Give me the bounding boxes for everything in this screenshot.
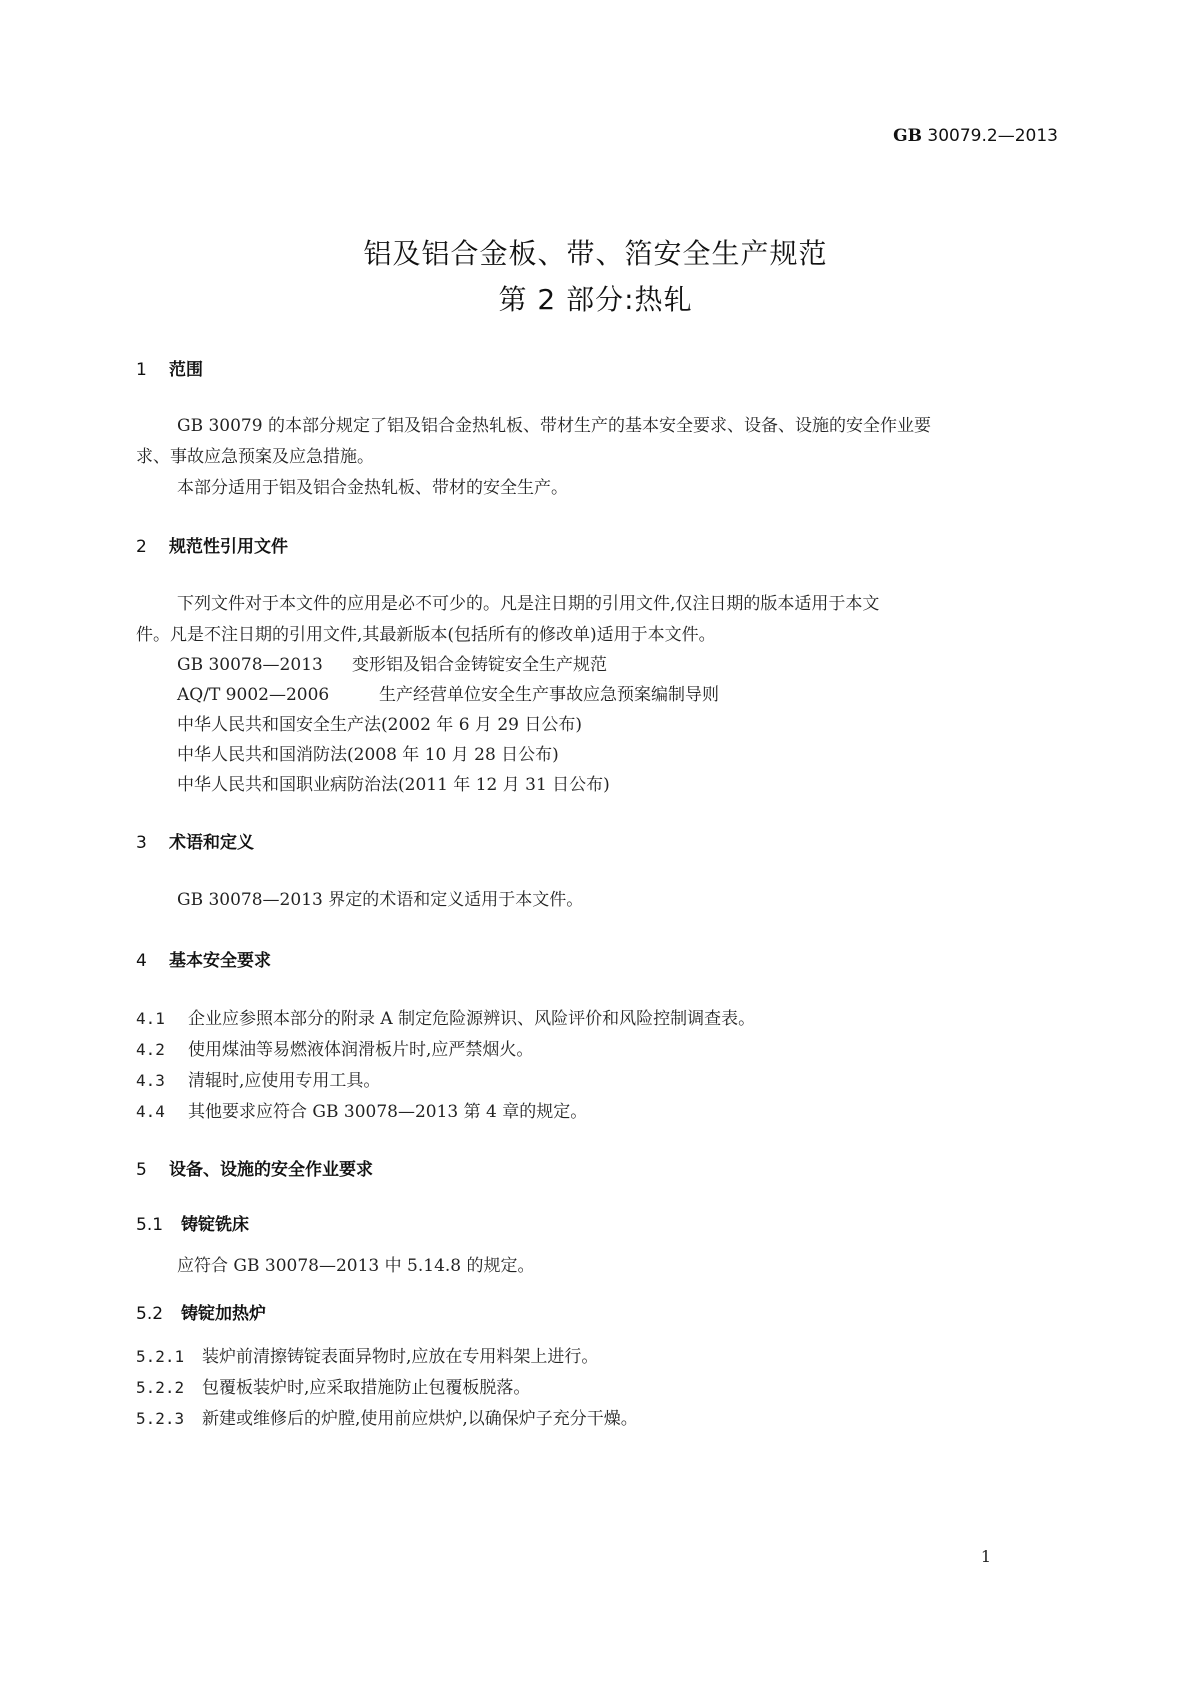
clause-number: 5.2.3 [136,1409,185,1428]
paragraph: GB 30078—2013 界定的术语和定义适用于本文件。 [177,890,584,910]
section-number: 4 [136,951,147,971]
paragraph: GB 30079 的本部分规定了铝及铝合金热轧板、带材生产的基本安全要求、设备、设施的安全作业要 [177,416,931,436]
subsection-title: 铸锭加热炉 [181,1304,266,1324]
clause-text: 其他要求应符合 GB 30078—2013 第 4 章的规定。 [188,1102,588,1122]
subsection-heading-5-1 [136,1210,249,1235]
clause-number: 4.4 [136,1102,165,1121]
clause [136,1404,638,1429]
section-heading-2 [136,532,288,557]
section-number: 5 [136,1160,147,1180]
reference-code: GB 30078—2013 [177,655,323,675]
clause-number: 4.2 [136,1040,165,1059]
clause [136,1373,530,1398]
section-title: 规范性引用文件 [169,537,288,557]
paragraph: 下列文件对于本文件的应用是必不可少的。凡是注日期的引用文件,仅注日期的版本适用于本文 [177,594,880,614]
reference-item: 中华人民共和国职业病防治法(2011 年 12 月 31 日公布) [177,775,610,795]
clause-text: 包覆板装炉时,应采取措施防止包覆板脱落。 [202,1378,531,1398]
reference-item: 中华人民共和国消防法(2008 年 10 月 28 日公布) [177,745,559,765]
section-title: 术语和定义 [169,833,254,853]
section-heading-1 [136,355,203,380]
paragraph-continuation: 件。凡是不注日期的引用文件,其最新版本(包括所有的修改单)适用于本文件。 [136,625,716,645]
subsection-title: 铸锭铣床 [181,1215,249,1235]
reference-title: 生产经营单位安全生产事故应急预案编制导则 [379,685,719,705]
clause-number: 4.3 [136,1071,165,1090]
document-subtitle: 第 2 部分:热轧 [498,283,693,316]
section-title: 基本安全要求 [169,951,271,971]
clause-text: 使用煤油等易燃液体润滑板片时,应严禁烟火。 [188,1040,534,1060]
section-heading-4 [136,946,271,971]
section-number: 3 [136,833,147,853]
standard-number [893,126,1058,146]
subsection-heading-5-2 [136,1299,266,1324]
clause [136,1035,533,1060]
standard-prefix: GB [893,126,923,146]
reference-item [177,680,719,705]
clause [136,1342,598,1367]
section-number: 1 [136,360,147,380]
clause-number: 5.2.2 [136,1378,185,1397]
clause-text: 清辊时,应使用专用工具。 [188,1071,381,1091]
page-number: 1 [980,1547,991,1566]
paragraph: 本部分适用于铝及铝合金热轧板、带材的安全生产。 [177,478,568,498]
section-title: 设备、设施的安全作业要求 [169,1160,373,1180]
document-title: 铝及铝合金板、带、箔安全生产规范 [363,237,828,270]
paragraph-continuation: 求、事故应急预案及应急措施。 [136,447,374,467]
clause [136,1004,755,1029]
section-title: 范围 [169,360,203,380]
subsection-number: 5.2 [136,1304,164,1324]
reference-title: 变形铝及铝合金铸锭安全生产规范 [352,655,607,675]
reference-item [177,650,607,675]
clause-text: 装炉前清擦铸锭表面异物时,应放在专用料架上进行。 [202,1347,599,1367]
standard-code: 30079.2—2013 [927,126,1058,146]
section-number: 2 [136,537,147,557]
clause-number: 4.1 [136,1009,165,1028]
paragraph: 应符合 GB 30078—2013 中 5.14.8 的规定。 [177,1256,535,1276]
clause [136,1097,587,1122]
clause [136,1066,380,1091]
clause-text: 新建或维修后的炉膛,使用前应烘炉,以确保炉子充分干燥。 [202,1409,638,1429]
clause-text: 企业应参照本部分的附录 A 制定危险源辨识、风险评价和风险控制调查表。 [188,1009,756,1029]
section-heading-3 [136,828,254,853]
reference-item: 中华人民共和国安全生产法(2002 年 6 月 29 日公布) [177,715,582,735]
clause-number: 5.2.1 [136,1347,185,1366]
section-heading-5 [136,1155,373,1180]
reference-code: AQ/T 9002—2006 [177,685,330,705]
subsection-number: 5.1 [136,1215,164,1235]
